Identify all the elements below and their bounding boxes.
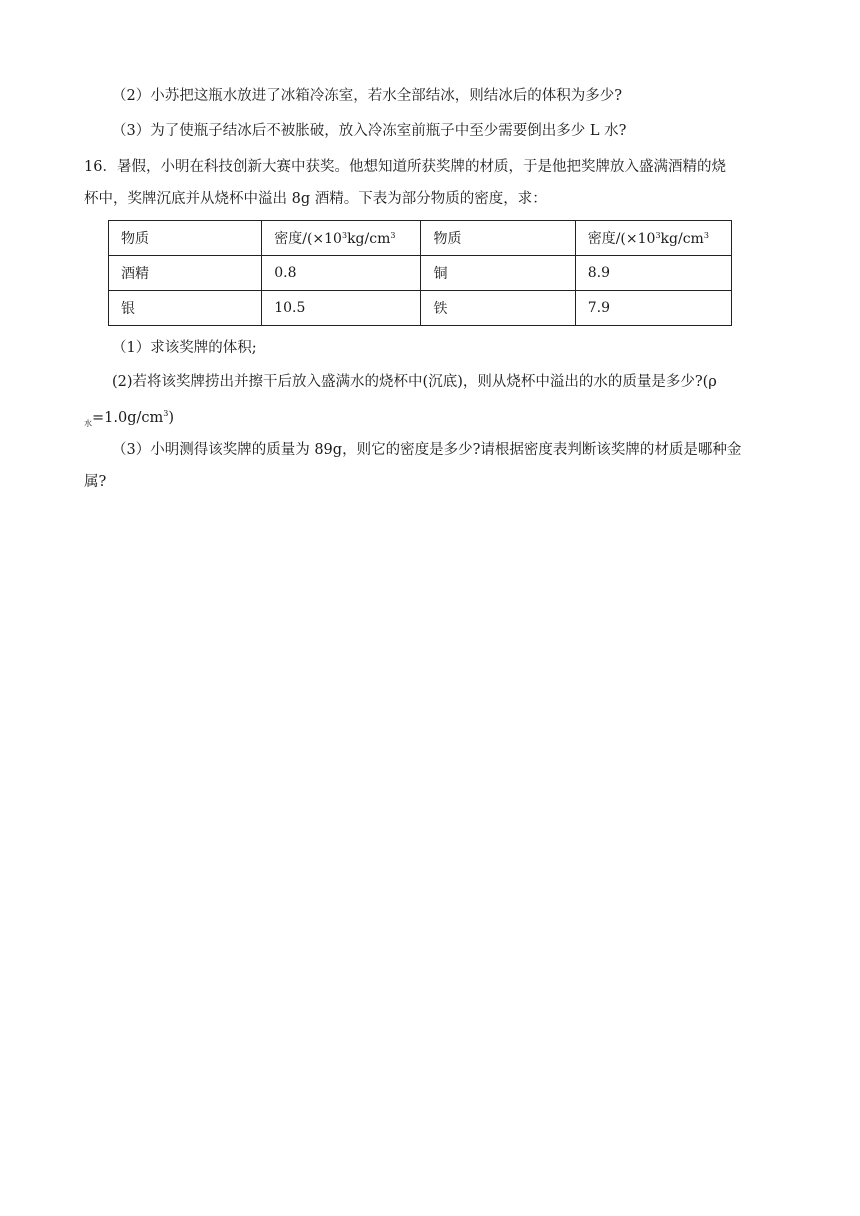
table-cell-density: 10.5 xyxy=(262,291,421,326)
table-cell-substance: 银 xyxy=(109,291,262,326)
table-row xyxy=(109,291,732,326)
table-cell-density: 7.9 xyxy=(575,291,731,326)
table-row xyxy=(109,256,732,291)
question-15-part-2: （2）小苏把这瓶水放进了冰箱冷冻室，若水全部结冰，则结冰后的体积为多少? xyxy=(112,88,622,104)
density-table-header-row xyxy=(109,221,732,256)
table-cell-substance: 铜 xyxy=(421,256,575,291)
question-16-part-3-line-1: （3）小明测得该奖牌的质量为 89g，则它的密度是多少?请根据密度表判断该奖牌的材质是哪种金 xyxy=(112,442,742,458)
table-cell-substance: 酒精 xyxy=(109,256,262,291)
density-table xyxy=(108,220,732,326)
table-header-density-2: 密度$/(\times 10^3kg/cm^3$ xyxy=(575,221,731,256)
table-cell-substance: 铁 xyxy=(421,291,575,326)
question-16-part-3-line-2: 属? xyxy=(84,474,107,490)
table-header-substance-2: 物质 xyxy=(421,221,575,256)
question-16-stem-line-1: 16．暑假，小明在科技创新大赛中获奖。他想知道所获奖牌的材质，于是他把奖牌放入盛满酒精的烧 xyxy=(84,159,726,175)
question-16-part-2-line-1: (2)若将该奖牌捞出并擦干后放入盛满水的烧杯中(沉底)，则从烧杯中溢出的水的质量是多少?(ρ xyxy=(112,374,717,390)
question-16-part-1: （1）求该奖牌的体积; xyxy=(112,340,257,356)
table-header-density-1: 密度$/(\times 10^3kg/cm^3$ xyxy=(262,221,421,256)
question-15-part-3: （3）为了使瓶子结冰后不被胀破，放入冷冻室前瓶子中至少需要倒出多少 L 水? xyxy=(112,123,627,139)
table-cell-density: 8.9 xyxy=(575,256,731,291)
table-cell-density: 0.8 xyxy=(262,256,421,291)
table-header-substance-1: 物质 xyxy=(109,221,262,256)
question-16-stem-line-2: 杯中，奖牌沉底并从烧杯中溢出 8g 酒精。下表为部分物质的密度，求： xyxy=(84,191,547,207)
question-16-part-2-line-2: $_水=1.0g/cm^3$) xyxy=(84,409,175,428)
